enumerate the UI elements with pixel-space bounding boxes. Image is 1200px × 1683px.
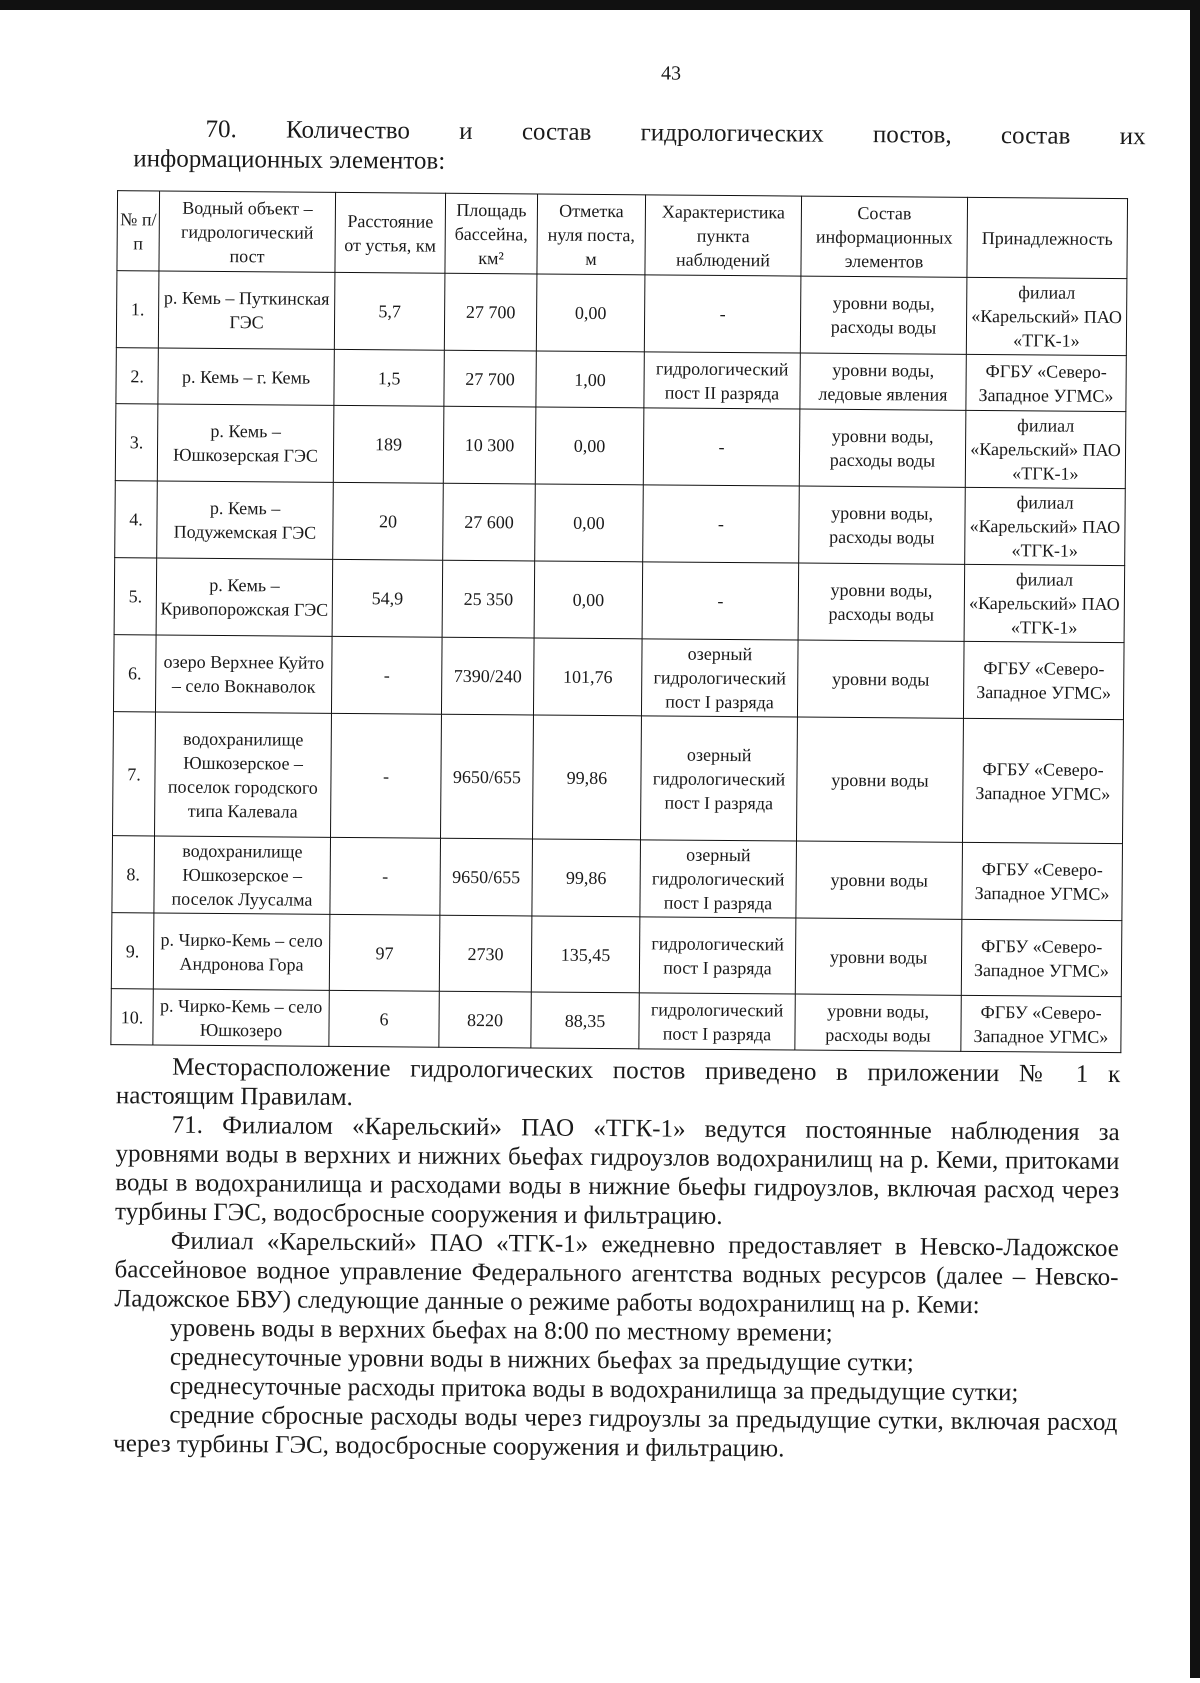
cell-character: - — [642, 562, 799, 640]
header-distance: Расстояние от устья, км — [335, 192, 446, 273]
cell-zero: 0,00 — [535, 484, 644, 562]
cell-elements: уровни воды — [796, 717, 963, 842]
cell-elements: уровни воды — [796, 841, 963, 919]
cell-owner: филиал «Карельский» ПАО «ТГК-1» — [965, 487, 1126, 565]
table-header-row — [117, 191, 1128, 279]
cell-area: 10 300 — [443, 406, 536, 484]
cell-elements: уровни воды — [797, 640, 964, 718]
table-row — [111, 913, 1122, 997]
table-row — [111, 989, 1121, 1053]
cell-object: р. Кемь – Путкинская ГЭС — [158, 271, 335, 349]
cell-owner: ФГБУ «Северо-Западное УГМС» — [962, 718, 1123, 843]
table-row — [112, 836, 1123, 921]
cell-character: - — [644, 275, 801, 353]
cell-area: 9650/655 — [441, 714, 534, 839]
cell-elements: уровни воды, расходы воды — [795, 994, 961, 1051]
cell-object: р. Кемь – Юшкозерская ГЭС — [157, 404, 334, 482]
cell-character: озерный гидрологический пост I разряда — [640, 716, 797, 841]
header-character: Характеристика пункта наблюдений — [645, 195, 802, 276]
cell-character: - — [643, 485, 800, 563]
list-item: среднесуточные расходы притока воды в водохранилища за предыдущие сутки; — [169, 1372, 1019, 1407]
report-items-list — [113, 1313, 1118, 1466]
cell-area: 7390/240 — [441, 637, 534, 715]
cell-character: озерный гидрологический пост I разряда — [641, 639, 798, 717]
cell-owner: филиал «Карельский» ПАО «ТГК-1» — [966, 277, 1127, 355]
table-row — [116, 271, 1127, 356]
cell-elements: уровни воды — [795, 918, 962, 995]
heading-word: 70. — [205, 115, 237, 144]
cell-character: озерный гидрологический пост I разряда — [640, 840, 797, 918]
cell-object: р. Чирко-Кемь – село Юшкозеро — [153, 989, 329, 1046]
cell-zero: 0,00 — [535, 407, 644, 485]
cell-zero: 99,86 — [532, 839, 641, 917]
cell-elements: уровни воды, расходы воды — [798, 563, 965, 641]
header-zero: Отметка нуля поста, м — [537, 194, 646, 275]
cell-area: 27 700 — [444, 350, 536, 407]
heading-word: и — [459, 117, 473, 145]
cell-num: 7. — [113, 712, 156, 836]
cell-area: 2730 — [439, 915, 532, 992]
cell-num: 1. — [116, 271, 159, 348]
header-elements: Состав информационных элементов — [801, 196, 968, 277]
header-area: Площадь бассейна, км² — [445, 193, 538, 274]
table-row — [116, 348, 1126, 412]
location-note: Месторасположение гидрологических постов приведено в приложении № 1 к настоящим Правилам. — [115, 1053, 1121, 1112]
header-object: Водный объект – гидрологический пост — [159, 191, 336, 272]
cell-distance: 97 — [329, 914, 440, 991]
cell-distance: - — [330, 837, 441, 915]
cell-character: гидрологический пост I разряда — [639, 993, 795, 1050]
heading-line-2: информационных элементов: — [133, 145, 446, 175]
cell-character: гидрологический пост II разряда — [644, 352, 800, 409]
cell-owner: ФГБУ «Северо-Западное УГМС» — [961, 995, 1121, 1052]
cell-zero: 101,76 — [533, 638, 642, 716]
cell-area: 27 600 — [443, 483, 536, 561]
cell-zero: 0,00 — [534, 561, 643, 639]
cell-object: водохранилище Юшкозерское – поселок Луусалма — [154, 836, 331, 914]
cell-num: 5. — [114, 558, 157, 635]
header-owner: Принадлежность — [967, 197, 1128, 278]
cell-num: 2. — [116, 348, 158, 404]
cell-area: 9650/655 — [440, 838, 533, 916]
cell-distance: 6 — [329, 990, 439, 1047]
cell-area: 25 350 — [442, 560, 535, 638]
cell-zero: 0,00 — [536, 274, 645, 352]
cell-object: р. Кемь – Кривопорожская ГЭС — [156, 558, 333, 636]
cell-owner: филиал «Карельский» ПАО «ТГК-1» — [965, 410, 1126, 488]
cell-object: водохранилище Юшкозерское – поселок городского типа Калевала — [155, 712, 332, 837]
heading-word: гидрологических — [640, 119, 824, 148]
table-row — [115, 404, 1126, 489]
header-num: № п/п — [117, 191, 160, 271]
section-heading — [133, 114, 1145, 182]
cell-distance: 1,5 — [334, 349, 444, 406]
cell-object: р. Чирко-Кемь – село Андронова Гора — [153, 913, 330, 990]
cell-distance: 20 — [333, 482, 444, 560]
body-text — [113, 1052, 1120, 1466]
heading-word: состав — [521, 118, 592, 146]
cell-area: 8220 — [439, 991, 531, 1048]
cell-elements: уровни воды, расходы воды — [799, 486, 966, 564]
cell-character: гидрологический пост I разряда — [639, 917, 796, 994]
cell-distance: 54,9 — [332, 559, 443, 637]
cell-distance: - — [331, 636, 442, 714]
cell-owner: ФГБУ «Северо-Западное УГМС» — [962, 842, 1123, 920]
cell-object: озеро Верхнее Куйто – село Вокнаволок — [155, 635, 332, 713]
cell-distance: 189 — [333, 405, 444, 483]
heading-word: состав — [1000, 122, 1071, 150]
cell-elements: уровни воды, ледовые явления — [800, 353, 966, 410]
table-row — [113, 712, 1124, 844]
cell-owner: филиал «Карельский» ПАО «ТГК-1» — [964, 564, 1125, 642]
list-item: среднесуточные уровни воды в нижних бьефах за предыдущие сутки; — [169, 1343, 914, 1377]
cell-distance: - — [331, 713, 442, 838]
cell-character: - — [643, 408, 800, 486]
cell-num: 8. — [112, 836, 155, 913]
page-number: 43 — [660, 62, 682, 85]
cell-num: 3. — [115, 404, 158, 481]
cell-elements: уровни воды, расходы воды — [799, 409, 966, 487]
cell-zero: 88,35 — [531, 992, 639, 1049]
heading-word: Количество — [285, 116, 411, 145]
table-row — [114, 558, 1125, 643]
cell-owner: ФГБУ «Северо-Западное УГМС» — [961, 919, 1122, 996]
list-item: средние сбросные расходы воды через гидроузлы за предыдущие сутки, включая расход через турбины ГЭС, водосбросные сооружения и фильтрацию. — [113, 1401, 1118, 1463]
cell-elements: уровни воды, расходы воды — [800, 276, 967, 354]
heading-word: постов, — [872, 121, 952, 149]
cell-zero: 1,00 — [536, 351, 644, 408]
paragraph-71: 71. Филиалом «Карельский» ПАО «ТГК-1» ведутся постоянные наблюдения за уровнями воды в верхних и нижних бьефах гидроузлов водохранилищ на р. Кеми, притоками воды в водохранилища и расходами воды в нижние бьефы гидроузлов, включая расход через турбины ГЭС, водосбросные сооружения и фильтрацию. — [114, 1111, 1120, 1230]
cell-distance: 5,7 — [334, 272, 445, 350]
cell-num: 6. — [113, 635, 156, 712]
paragraph-daily-report: Филиал «Карельский» ПАО «ТГК-1» ежедневно предоставляет в Невско-Ладожское бассейновое водное управление Федерального агентства водных ресурсов (далее – Невско-Ладожское БВУ) следующие данные о режиме работы водохранилищ на р. Кеми: — [114, 1227, 1119, 1319]
table-row — [113, 635, 1124, 720]
list-item: уровень воды в верхних бьефах на 8:00 по местному времени; — [170, 1314, 833, 1347]
cell-area: 27 700 — [444, 273, 537, 351]
table-row — [115, 481, 1126, 566]
cell-zero: 99,86 — [532, 715, 641, 840]
cell-owner: ФГБУ «Северо-Западное УГМС» — [963, 641, 1124, 719]
cell-num: 9. — [111, 913, 154, 989]
cell-object: р. Кемь – Подужемская ГЭС — [157, 481, 334, 559]
cell-owner: ФГБУ «Северо-Западное УГМС» — [966, 354, 1126, 411]
cell-object: р. Кемь – г. Кемь — [158, 348, 334, 405]
cell-num: 4. — [115, 481, 158, 558]
cell-num: 10. — [111, 989, 153, 1045]
cell-zero: 135,45 — [531, 916, 640, 993]
heading-word: их — [1119, 123, 1146, 151]
hydrological-posts-table — [110, 190, 1128, 1053]
